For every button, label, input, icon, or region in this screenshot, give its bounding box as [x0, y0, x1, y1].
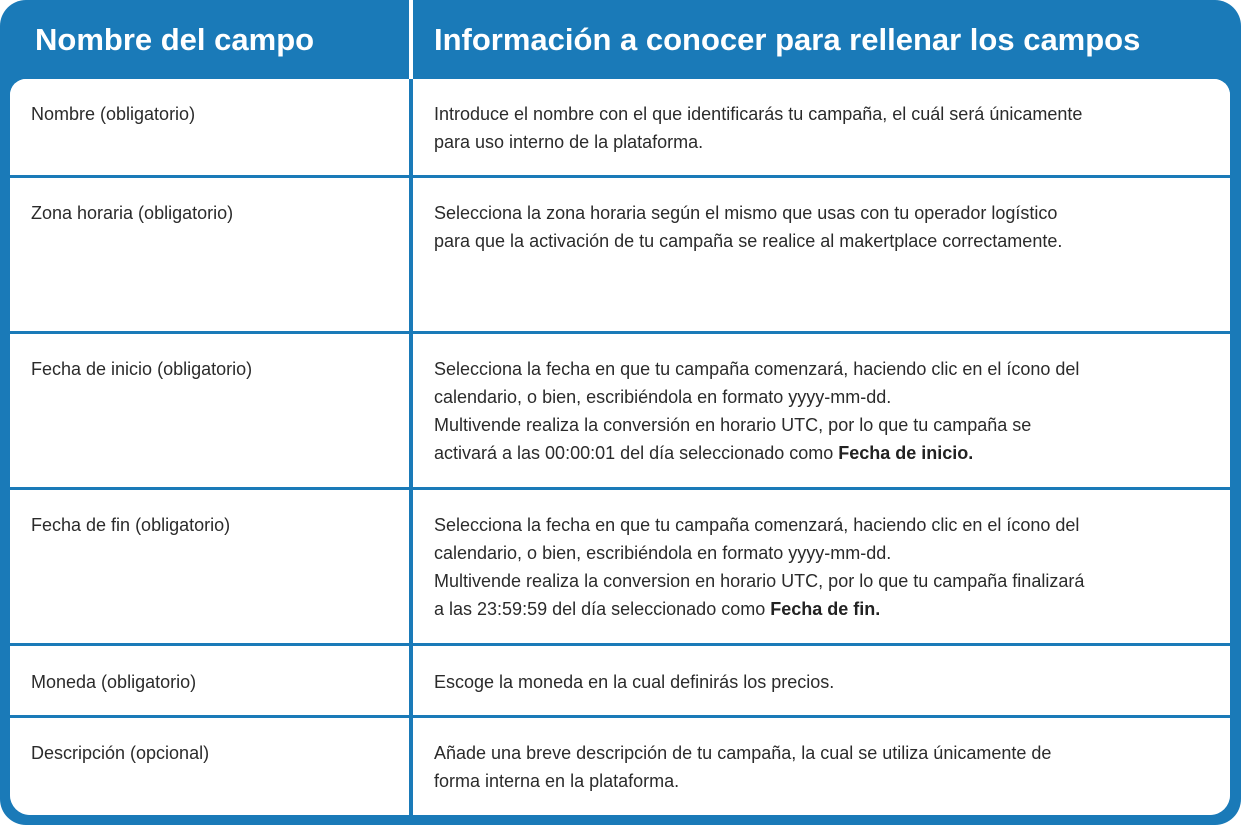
info-line-text: a las 23:59:59 del día seleccionado como — [434, 599, 771, 619]
header-field-info: Información a conocer para rellenar los campos — [434, 22, 1141, 57]
info-line: calendario, o bien, escribiéndola en formato yyyy-mm-dd. — [434, 387, 892, 407]
info-line: Introduce el nombre con el que identificarás tu campaña, el cuál será únicamente — [434, 104, 1083, 124]
field-name-cell: Zona horaria (obligatorio) — [31, 203, 234, 223]
info-line: Escoge la moneda en la cual definirás los precios. — [434, 672, 835, 692]
info-line: Selecciona la zona horaria según el mismo que usas con tu operador logístico — [434, 203, 1058, 223]
table-row — [10, 718, 1230, 815]
info-line: para que la activación de tu campaña se realice al makertplace correctamente. — [434, 231, 1063, 251]
field-name-cell: Nombre (obligatorio) — [31, 104, 196, 124]
field-name-cell: Moneda (obligatorio) — [31, 672, 197, 692]
column-divider — [409, 79, 413, 815]
header-divider — [409, 0, 413, 79]
field-info-cell — [434, 739, 1214, 795]
table-body — [10, 79, 1230, 815]
field-name-cell: Descripción (opcional) — [31, 743, 210, 763]
info-line: para uso interno de la plataforma. — [434, 132, 704, 152]
field-name-cell: Fecha de fin (obligatorio) — [31, 515, 231, 535]
info-line: calendario, o bien, escribiéndola en formato yyyy-mm-dd. — [434, 543, 892, 563]
info-line: Selecciona la fecha en que tu campaña comenzará, haciendo clic en el ícono del — [434, 515, 1080, 535]
info-line — [434, 439, 1214, 467]
info-line: Multivende realiza la conversión en horario UTC, por lo que tu campaña se — [434, 415, 1032, 435]
info-line — [434, 595, 1214, 623]
info-line-bold: Fecha de inicio. — [838, 443, 974, 463]
field-info-cell — [434, 511, 1214, 623]
table-row — [10, 79, 1230, 175]
info-line: forma interna en la plataforma. — [434, 771, 680, 791]
info-line: Selecciona la fecha en que tu campaña comenzará, haciendo clic en el ícono del — [434, 359, 1080, 379]
info-line: Añade una breve descripción de tu campaña, la cual se utiliza únicamente de — [434, 743, 1052, 763]
field-info-cell — [434, 355, 1214, 467]
header-field-name: Nombre del campo — [35, 22, 315, 57]
table-header — [0, 0, 1241, 79]
field-info-cell — [434, 100, 1214, 156]
field-info-cell — [434, 668, 1214, 696]
table-row — [10, 646, 1230, 715]
info-line: Multivende realiza la conversion en horario UTC, por lo que tu campaña finalizará — [434, 571, 1085, 591]
info-line-bold: Fecha de fin. — [770, 599, 881, 619]
field-info-cell — [434, 199, 1214, 255]
info-line-text: activará a las 00:00:01 del día seleccionado como — [434, 443, 839, 463]
field-name-cell: Fecha de inicio (obligatorio) — [31, 359, 253, 379]
table-row — [10, 178, 1230, 331]
table-row — [10, 334, 1230, 487]
table-row — [10, 490, 1230, 643]
